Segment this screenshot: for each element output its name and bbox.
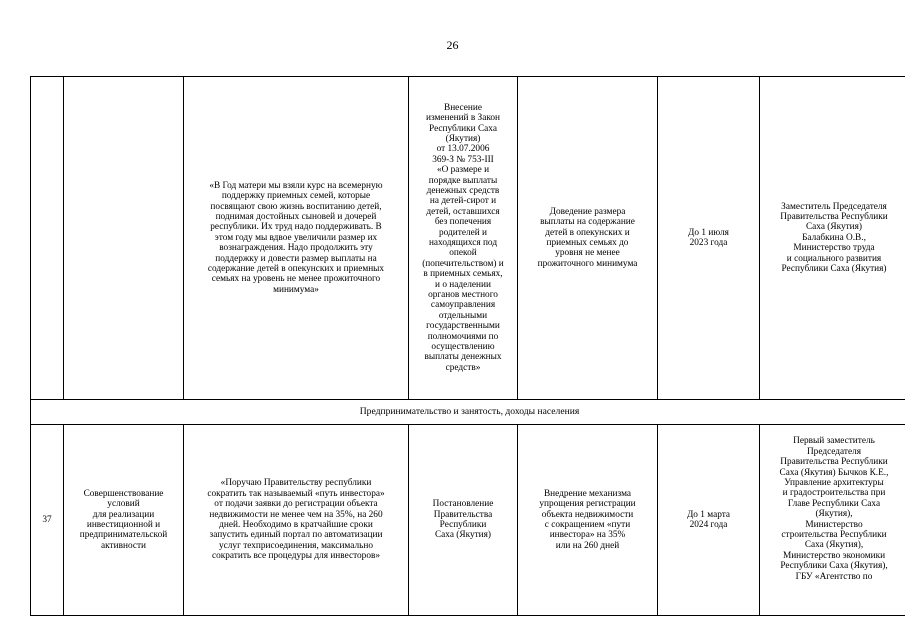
responsible-text: Первый заместитель Председателя Правительства Республики Саха (Якутия) Бычков К.Е., Управление архитектуры и градостроительства при Главе Республики Саха (Якутия), Министерство строительства Республики Саха (Якутия), Министерство экономики Республики Саха (Якутия), ГБУ «Агентство по	[779, 436, 889, 582]
table-row	[31, 77, 905, 400]
responsible-cell: Заместитель Председателя Правительства Республики Саха (Якутия) Балабкина О.В., Министерство труда и социального развития Республики Саха (Якутия)	[760, 77, 905, 400]
row-number-cell: 37	[31, 425, 64, 616]
page-number: 26	[446, 38, 459, 52]
measures-table	[30, 76, 905, 616]
legal-act-cell: Постановление Правительства Республики Саха (Якутия)	[409, 425, 518, 616]
responsible-cell	[760, 425, 905, 616]
address-quote-cell: «Поручаю Правительству республики сократить так называемый «путь инвестора» от подачи заявки до регистрации объекта недвижимости не менее чем на 35%, на 260 дней. Необходимо в кратчайшие сроки запустить единый портал по автоматизации услуг техприсоединения, максимально сократить все процедуры для инвесторов»	[184, 425, 409, 616]
deadline-cell: До 1 марта 2024 года	[658, 425, 760, 616]
address-quote-cell: «В Год матери мы взяли курс на всемерную поддержку приемных семей, которые посвящают свою жизнь воспитанию детей, поднимая достойных сыновей и дочерей республики. Их труд надо поддерживать. В этом году мы вдвое увеличили размер их вознаграждения. Надо продолжить эту поддержку и довести размер выплаты на содержание детей в опекунских и приемных семьях на уровень не менее прожиточного минимума»	[184, 77, 409, 400]
row-number-cell	[31, 77, 64, 400]
table-row	[31, 425, 905, 616]
section-row	[31, 400, 905, 425]
expected-result-cell: Доведение размера выплаты на содержание детей в опекунских и приемных семьях до уровня не менее прожиточного минимума	[518, 77, 658, 400]
task-cell	[64, 77, 184, 400]
section-title: Предпринимательство и занятость, доходы населения	[31, 400, 905, 425]
legal-act-cell: Внесение изменений в Закон Республики Саха (Якутия) от 13.07.2006 369-З № 753-III «О размере и порядке выплаты денежных средств на детей-сирот и детей, оставшихся без попечения родителей и находящихся под опекой (попечительством) и в приемных семьях, и о наделении органов местного самоуправления отдельными государственными полномочиями по осуществлению выплаты денежных средств»	[409, 77, 518, 400]
task-cell: Совершенствование условий для реализации инвестиционной и предпринимательской активности	[64, 425, 184, 616]
expected-result-cell: Внедрение механизма упрощения регистрации объекта недвижимости с сокращением «пути инвестора» на 35% или на 260 дней	[518, 425, 658, 616]
deadline-cell: До 1 июля 2023 года	[658, 77, 760, 400]
